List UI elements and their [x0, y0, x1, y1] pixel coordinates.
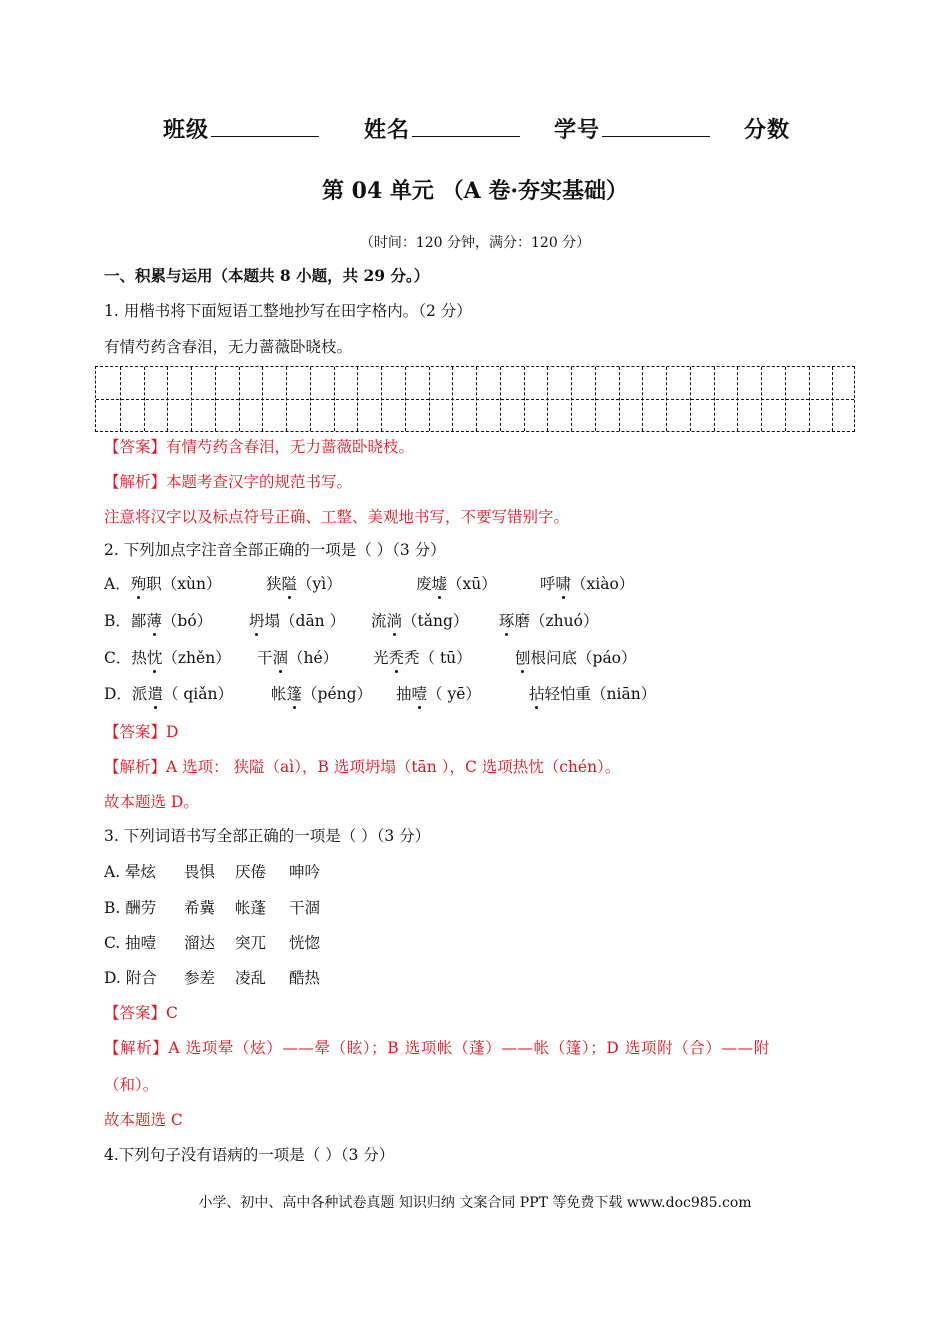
q3-option-d	[104, 966, 320, 988]
q3-c-3: 突兀	[235, 934, 267, 952]
name-field	[364, 113, 520, 144]
grid-line	[642, 367, 643, 431]
q1-answer: 【答案】有情芍药含春泪，无力蔷薇卧晓枝。	[104, 438, 415, 456]
exam-info: （时间：120 分钟，满分：120 分）	[359, 235, 591, 251]
q4-stem: 4.下列句子没有语病的一项是（ ）（3 分）	[104, 1146, 395, 1164]
grid-line	[761, 367, 762, 431]
grid-line	[381, 367, 382, 431]
q2-a-1: A．殉职（xùn）	[104, 572, 266, 594]
q3-a-3: 厌倦	[235, 863, 267, 881]
q2-d-2: 帐篷（péng）	[271, 682, 396, 704]
q2-b-4: 琢磨（zhuó）	[499, 609, 598, 631]
q3-c-4: 恍惚	[289, 934, 321, 952]
grid-line	[215, 367, 216, 431]
emphasis-dot-char: 淌	[387, 609, 403, 631]
grid-line	[191, 367, 192, 431]
q3-d-3: 凌乱	[235, 969, 267, 987]
emphasis-dot-char: 琢	[499, 609, 515, 631]
q3-c-1: C. 抽噎	[104, 934, 157, 952]
emphasis-dot-char: 噎	[412, 682, 428, 704]
class-label: 班级	[163, 117, 210, 143]
emphasis-dot-char: 忱	[147, 646, 163, 668]
id-label: 学号	[554, 117, 601, 143]
grid-line	[144, 367, 145, 431]
q3-option-c	[104, 931, 320, 953]
q2-c-1: C．热忱（zhěn）	[104, 646, 257, 668]
emphasis-dot-char: 殉	[131, 572, 147, 594]
grid-line	[690, 367, 691, 431]
q2-d-1: D．派遣（ qiǎn）	[104, 682, 271, 704]
q3-option-b	[104, 896, 320, 918]
class-field	[163, 113, 319, 144]
tianzige-grid[interactable]	[95, 366, 855, 432]
grid-line	[239, 367, 240, 431]
q2-a-4: 呼啸（xiào）	[540, 572, 634, 594]
q3-a-4: 呻吟	[289, 863, 321, 881]
q1-stem: 1. 用楷书将下面短语工整地抄写在田字格内。（2 分）	[104, 302, 472, 320]
q1-note: 注意将汉字以及标点符号正确、工整、美观地书写，不要写错别字。	[104, 508, 570, 526]
q2-option-a	[104, 572, 634, 594]
grid-line	[120, 367, 121, 431]
q3-b-3: 帐蓬	[235, 899, 267, 917]
score-label: 分数	[744, 117, 791, 143]
q2-b-2: 坍塌（dān ）	[249, 609, 371, 631]
q3-a-2: 畏惧	[184, 863, 216, 881]
emphasis-dot-char: 拈	[529, 682, 545, 704]
q3-c-2: 溜达	[184, 934, 216, 952]
class-blank	[211, 116, 319, 137]
grid-line	[547, 367, 548, 431]
emphasis-dot-char: 遣	[147, 682, 163, 704]
emphasis-dot-char: 涸	[273, 646, 289, 668]
q3-option-a	[104, 860, 320, 882]
emphasis-dot-char: 啸	[556, 572, 572, 594]
q2-analysis: 【解析】A 选项： 狭隘（aì），B 选项坍塌（tān ），C 选项热忱（chén）。	[104, 758, 621, 776]
grid-midline	[96, 399, 854, 400]
emphasis-dot-char: 坍	[249, 609, 265, 631]
q2-option-d	[104, 682, 656, 704]
q2-stem: 2. 下列加点字注音全部正确的一项是（ ）（3 分）	[104, 541, 446, 559]
grid-line	[619, 367, 620, 431]
grid-line	[809, 367, 810, 431]
grid-line	[262, 367, 263, 431]
q3-answer: 【答案】C	[104, 1004, 178, 1022]
q1-text: 有情芍药含春泪，无力蔷薇卧晓枝。	[104, 338, 353, 356]
page-title: 第 04 单元 （A 卷·夯实基础）	[322, 178, 628, 204]
id-blank	[602, 116, 710, 137]
q3-stem: 3. 下列词语书写全部正确的一项是（ ）（3 分）	[104, 827, 431, 845]
emphasis-dot-char: 薄	[146, 609, 162, 631]
grid-line	[167, 367, 168, 431]
emphasis-dot-char: 篷	[287, 682, 303, 704]
q2-c-3: 光秃秃（ tū）	[373, 646, 515, 668]
grid-line	[476, 367, 477, 431]
grid-line	[524, 367, 525, 431]
grid-line	[785, 367, 786, 431]
grid-line	[714, 367, 715, 431]
score-field	[744, 113, 790, 144]
q2-d-4: 拈轻怕重（niān）	[529, 682, 656, 704]
q2-option-b	[104, 609, 598, 631]
q3-d-4: 酷热	[289, 969, 321, 987]
grid-line	[595, 367, 596, 431]
grid-line	[357, 367, 358, 431]
id-field	[554, 113, 710, 144]
emphasis-dot-char: 墟	[432, 572, 448, 594]
q3-b-1: B. 酬劳	[104, 899, 157, 917]
emphasis-dot-char: 隘	[282, 572, 298, 594]
q2-c-2: 干涸（hé）	[257, 646, 373, 668]
grid-line	[737, 367, 738, 431]
q1-analysis: 【解析】本题考查汉字的规范书写。	[104, 473, 353, 491]
grid-line	[571, 367, 572, 431]
q3-b-4: 干涸	[289, 899, 321, 917]
q2-c-4: 刨根问底（páo）	[515, 646, 637, 668]
q2-answer: 【答案】D	[104, 723, 179, 741]
q2-conclusion: 故本题选 D。	[104, 793, 199, 811]
q3-b-2: 希冀	[184, 899, 216, 917]
grid-line	[500, 367, 501, 431]
page-footer: 小学、初中、高中各种试卷真题 知识归纳 文案合同 PPT 等免费下载 www.doc985.com	[198, 1195, 752, 1211]
q3-d-1: D. 附合	[104, 969, 157, 987]
grid-line	[666, 367, 667, 431]
q3-conclusion: 故本题选 C	[104, 1111, 183, 1129]
grid-line	[832, 367, 833, 431]
q3-analysis: 【解析】A 选项晕（炫）——晕（眩）；B 选项帐（蓬）——帐（篷）；D 选项附（合）——附	[104, 1039, 770, 1057]
emphasis-dot-char: 刨	[515, 646, 531, 668]
grid-line	[334, 367, 335, 431]
q3-d-2: 参差	[184, 969, 216, 987]
section-heading: 一、积累与运用（本题共 8 小题，共 29 分。）	[104, 266, 430, 285]
emphasis-dot-char: 秃	[389, 646, 405, 668]
q2-d-3: 抽噎（ yē）	[396, 682, 529, 704]
name-label: 姓名	[364, 117, 411, 143]
q2-b-1: B．鄙薄（bó）	[104, 609, 249, 631]
grid-line	[405, 367, 406, 431]
q2-b-3: 流淌（tǎng）	[371, 609, 499, 631]
q3-a-1: A. 晕炫	[104, 863, 157, 881]
grid-line	[310, 367, 311, 431]
q3-analysis-cont: （和）。	[104, 1076, 159, 1094]
grid-line	[429, 367, 430, 431]
name-blank	[412, 116, 520, 137]
q2-a-3: 废墟（xū）	[416, 572, 540, 594]
grid-line	[286, 367, 287, 431]
q2-a-2: 狭隘（yì）	[266, 572, 416, 594]
q2-option-c	[104, 646, 637, 668]
grid-line	[452, 367, 453, 431]
